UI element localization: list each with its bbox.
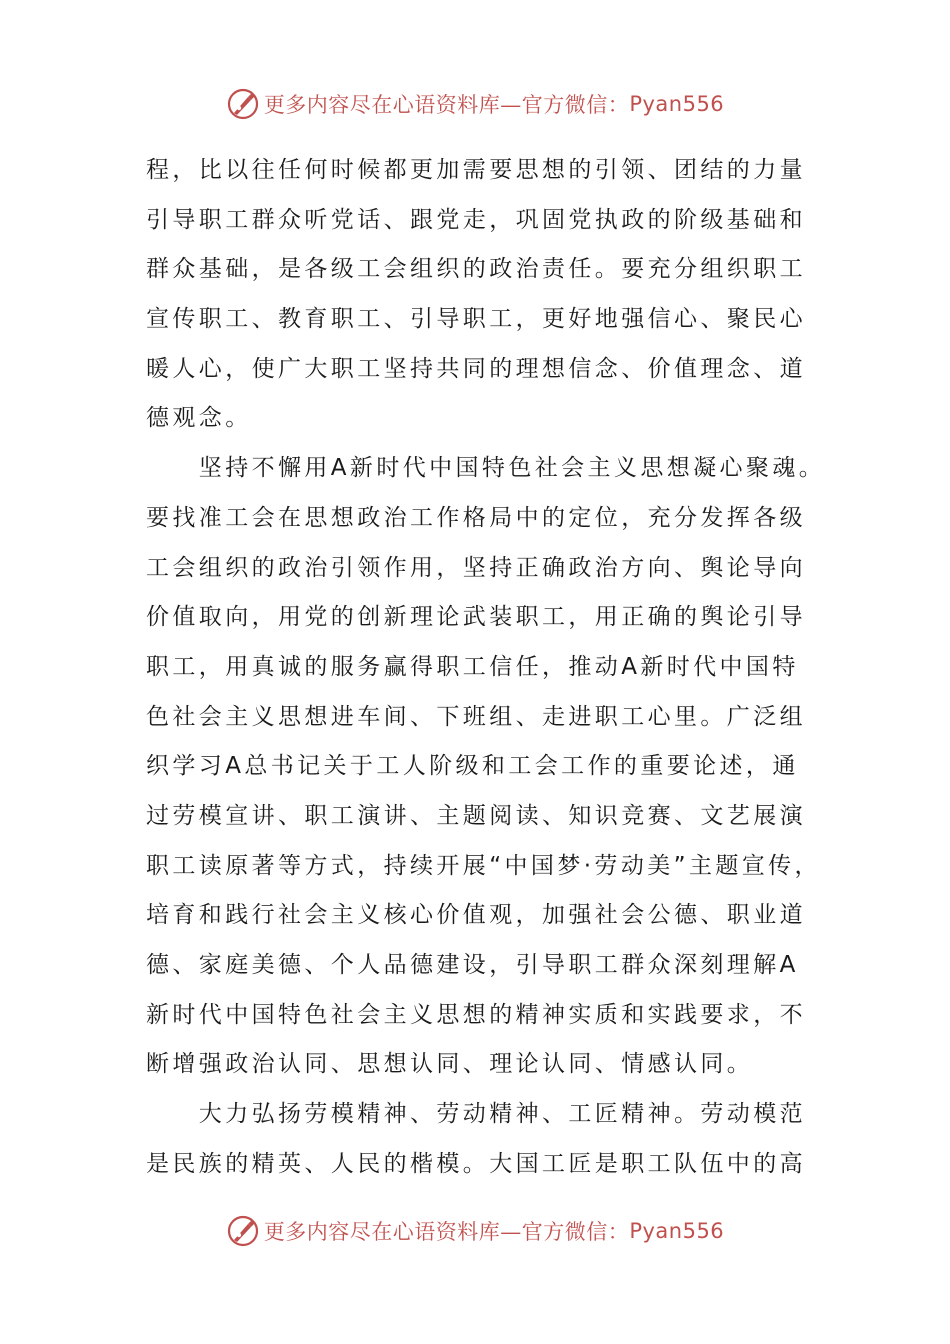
text-line: 德、家庭美德、个人品德建设，引导职工群众深刻理解A xyxy=(146,952,799,978)
text-line: 程，比以往任何时候都更加需要思想的引领、团结的力量 xyxy=(146,157,806,183)
text-line: 引导职工群众听党话、跟党走，巩固党执政的阶级基础和 xyxy=(146,206,806,233)
text-line: 工会组织的政治引领作用，坚持正确政治方向、舆论导向 xyxy=(146,554,806,581)
text-line: 宣传职工、教育职工、引导职工，更好地强信心、聚民心 xyxy=(146,306,806,333)
text-line: 是民族的精英、人民的楷模。大国工匠是职工队伍中的高 xyxy=(146,1150,806,1177)
text-line: 大力弘扬劳模精神、劳动精神、工匠精神。劳动模范 xyxy=(146,1101,806,1128)
pen-logo-icon xyxy=(226,1214,260,1248)
text-line: 群众基础，是各级工会组织的政治责任。要充分组织职工 xyxy=(146,256,806,283)
pen-logo-icon xyxy=(226,87,260,121)
footer-banner xyxy=(0,1211,950,1251)
text-line: 过劳模宣讲、职工演讲、主题阅读、知识竞赛、文艺展演 xyxy=(146,802,806,829)
footer-site-text: 更多内容尽在心语资料库—官方微信： xyxy=(263,1220,630,1244)
text-line: 断增强政治认同、思想认同、理论认同、情感认同。 xyxy=(146,1051,754,1078)
text-line: 色社会主义思想进车间、下班组、走进职工心里。广泛组 xyxy=(146,703,806,730)
text-line: 价值取向，用党的创新理论武装职工，用正确的舆论引导 xyxy=(146,604,806,631)
text-line: 要找准工会在思想政治工作格局中的定位，充分发挥各级 xyxy=(146,504,806,531)
text-line: 新时代中国特色社会主义思想的精神实质和实践要求，不 xyxy=(146,1001,806,1028)
header-site-text: 更多内容尽在心语资料库—官方微信： xyxy=(263,93,630,117)
text-line: 坚持不懈用A新时代中国特色社会主义思想凝心聚魂。 xyxy=(146,455,826,482)
text-line: 织学习A总书记关于工人阶级和工会工作的重要论述，通 xyxy=(146,753,799,780)
text-line: 德观念。 xyxy=(146,405,252,432)
text-line: 培育和践行社会主义核心价值观，加强社会公德、职业道 xyxy=(146,902,806,929)
text-line: 职工，用真诚的服务赢得职工信任，推动A新时代中国特 xyxy=(146,653,799,680)
footer-wechat-id: Pyan556 xyxy=(629,1219,725,1243)
header-banner xyxy=(0,84,950,124)
header-wechat-id: Pyan556 xyxy=(629,92,725,116)
text-line: 暖人心，使广大职工坚持共同的理想信念、价值理念、道 xyxy=(146,355,806,382)
text-line: 职工读原著等方式，持续开展“中国梦·劳动美”主题宣传， xyxy=(146,852,821,879)
document-body xyxy=(146,146,826,1189)
